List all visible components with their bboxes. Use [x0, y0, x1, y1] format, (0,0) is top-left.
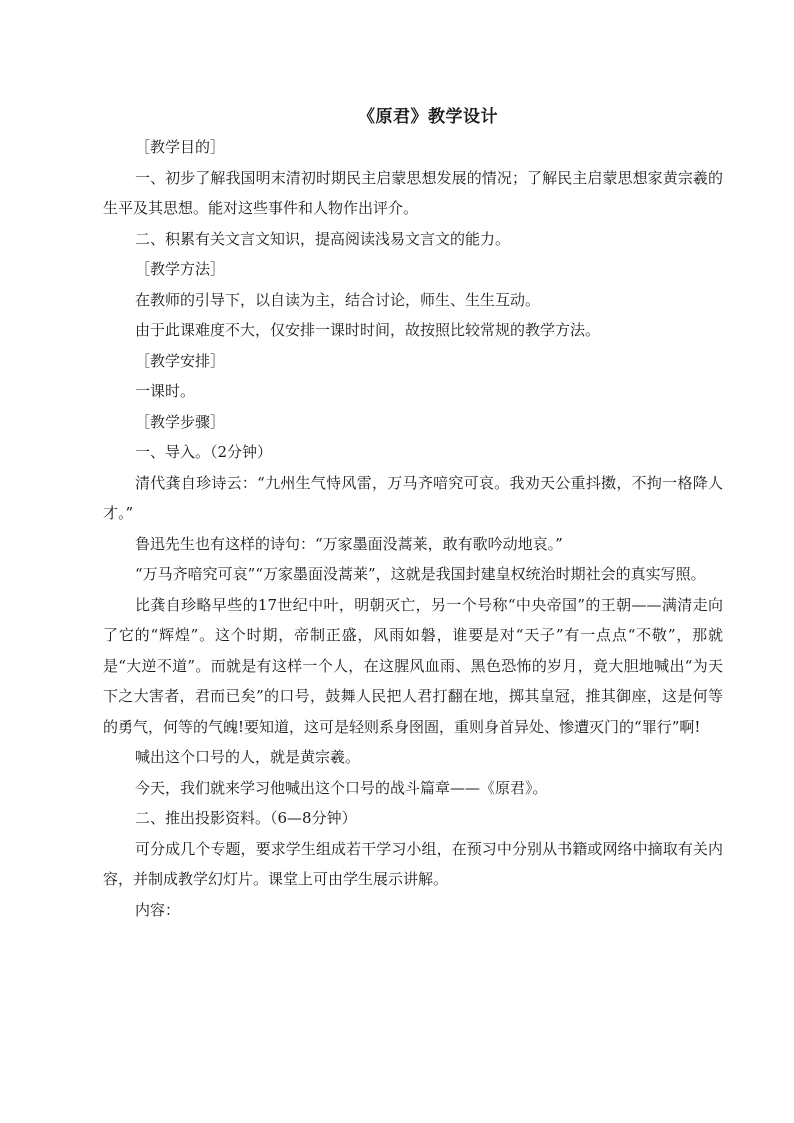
paragraph-method-1: 在教师的引导下，以自读为主，结合讨论，师生、生生互动。	[135, 290, 541, 309]
section-heading-schedule: ［教学安排］	[135, 351, 226, 370]
paragraph-content-label: 内容：	[135, 900, 181, 919]
paragraph-step-1-heading: 一、导入。（2分钟）	[135, 443, 273, 461]
section-heading-methods: ［教学方法］	[135, 260, 226, 278]
paragraph-huang-zongxi: 喊出这个口号的人，就是黄宗羲。	[135, 748, 361, 766]
paragraph-objective-2: 二、积累有关文言文知识，提高阅读浅易文言文的能力。	[135, 229, 511, 248]
paragraph-today-lesson: 今天，我们就来学习他喊出这个口号的战斗篇章——《原君》。	[135, 778, 548, 797]
section-heading-steps: ［教学步骤］	[135, 412, 226, 431]
paragraph-group-work: 可分成几个专题，要求学生组成若干学习小组，在预习中分别从书籍或网络中摘取有关内容，并制成教学幻灯片。课堂上可由学生展示讲解。	[103, 839, 723, 888]
paragraph-gong-poem: 清代龚自珍诗云：“九州生气恃风雷，万马齐喑究可哀。我劝天公重抖擞，不拘一格降人才。”	[103, 473, 723, 522]
paragraph-method-2: 由于此课难度不大，仅安排一课时时间，故按照比较常规的教学方法。	[135, 321, 601, 339]
paragraph-schedule: 一课时。	[135, 382, 196, 400]
document-page	[103, 102, 723, 925]
paragraph-luxun-poem: 鲁迅先生也有这样的诗句：“万家墨面没蒿莱，敢有歌吟动地哀。”	[135, 534, 563, 553]
paragraph-historical-context: 比龚自珍略早些的17世纪中叶，明朝灭亡，另一个号称“中央帝国”的王朝——满清走向了它的“辉煌”。这个时期，帝制正盛，风雨如磐，谁要是对“天子”有一点点“不敬”，那就是“大逆不道”。而就是有这样一个人，在这腥风血雨、黑色恐怖的岁月，竟大胆地喊出“为天下之大害者，君而已矣”的口号，鼓舞人民把人君打翻在地，掷其皇冠，推其御座，这是何等的勇气，何等的气魄!要知道，这可是轻则系身囹圄，重则身首异处、惨遭灭门的“罪行”啊!	[103, 595, 723, 736]
section-heading-objectives: ［教学目的］	[135, 138, 226, 156]
paragraph-step-2-heading: 二、推出投影资料。（6—8分钟）	[135, 809, 357, 827]
paragraph-social-portrait: “万马齐喑究可哀”“万家墨面没蒿莱”，这就是我国封建皇权统治时期社会的真实写照。	[135, 565, 706, 583]
paragraph-objective-1: 一、初步了解我国明末清初时期民主启蒙思想发展的情况；了解民主启蒙思想家黄宗羲的生平及其思想。能对这些事件和人物作出评介。	[103, 168, 723, 217]
document-title: 《原君》教学设计	[358, 107, 498, 127]
